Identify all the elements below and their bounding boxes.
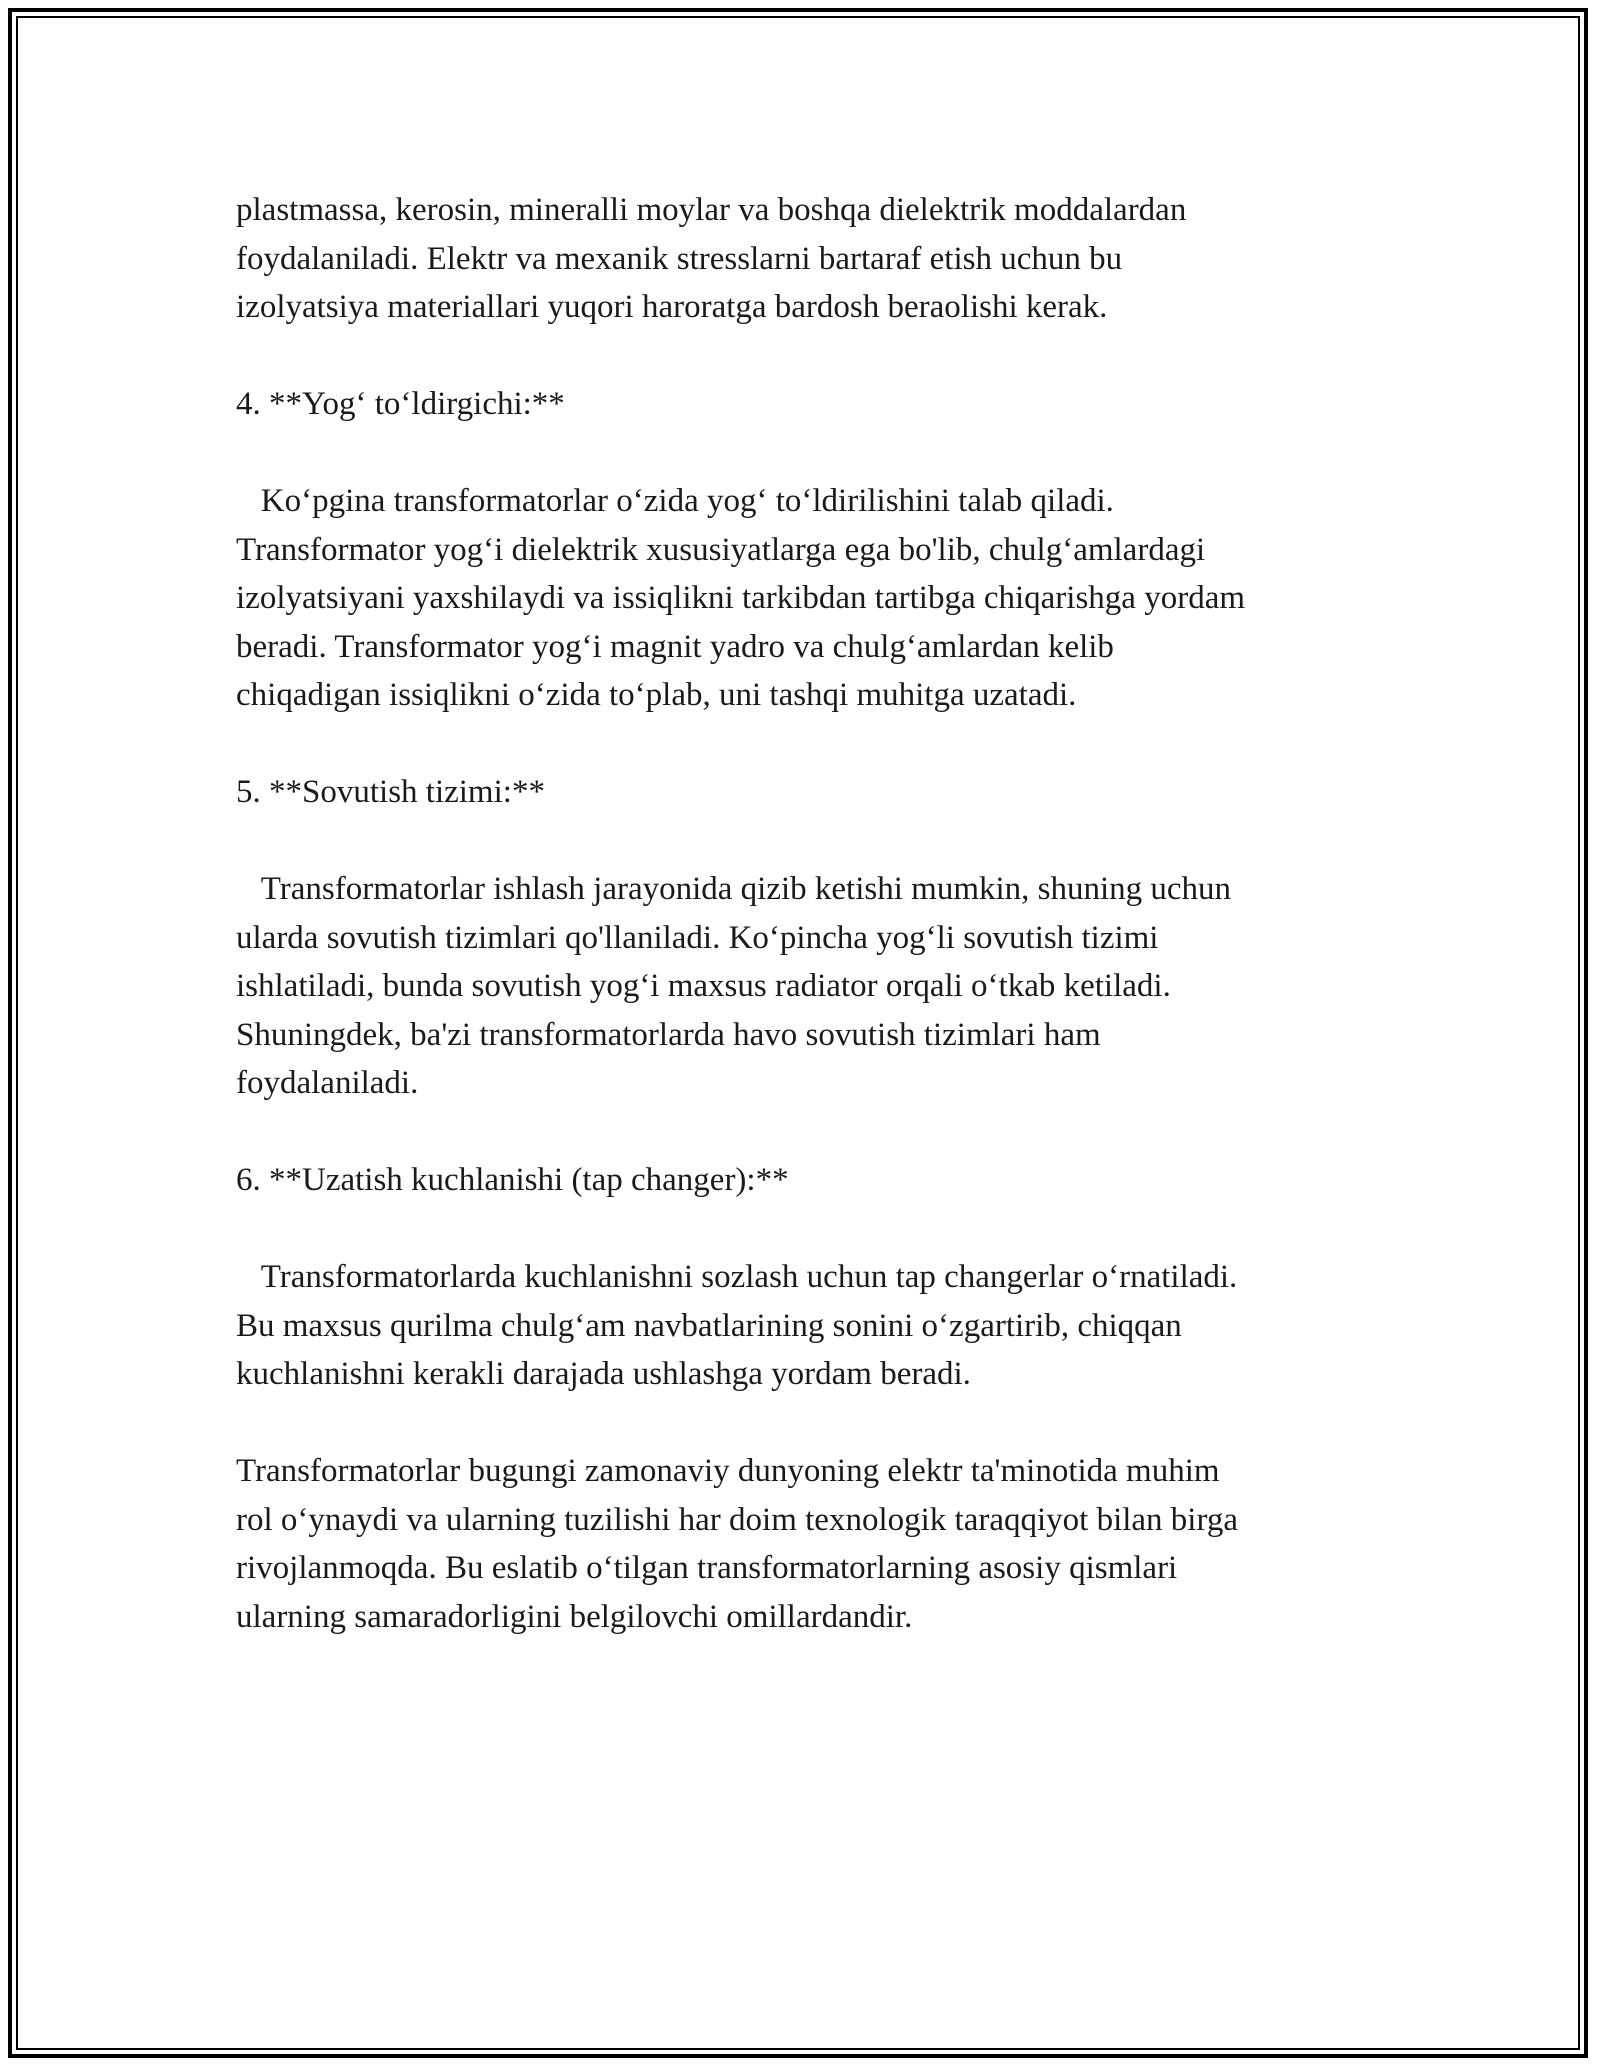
heading-tap-changer: 6. **Uzatish kuchlanishi (tap changer):** (236, 1162, 789, 1198)
document-body (236, 186, 1396, 1641)
heading-cooling-system: 5. **Sovutish tizimi:** (236, 774, 545, 810)
paragraph-tap-changer: Transformatorlarda kuchlanishni sozlash uchun tap changerlar o‘rnatiladi. Bu maxsus qurilma chulg‘am navbatlarining sonini o‘zgartirib, chiqqan kuchlanishni kerakli darajada ushlashga yordam beradi. (236, 1259, 1238, 1392)
paragraph-conclusion: Transformatorlar bugungi zamonaviy dunyoning elektr ta'minotida muhim rol o‘ynaydi va ularning tuzilishi har doim texnologik taraqqiyot bilan birga rivojlanmoqda. Bu eslatib o‘tilgan transformatorlarning asosiy qismlari ularning samaradorligini belgilovchi omillardandir. (236, 1453, 1239, 1635)
paragraph-insulation-continued: plastmassa, kerosin, mineralli moylar va boshqa dielektrik moddalardan foydalaniladi. Elektr va mexanik stresslarni bartaraf etish uchun bu izolyatsiya materiallari yuqori haroratga bardosh beraolishi kerak. (236, 192, 1187, 325)
paragraph-cooling-system: Transformatorlar ishlash jarayonida qizib ketishi mumkin, shuning uchun ularda sovutish tizimlari qo'llaniladi. Ko‘pincha yog‘li sovutish tizimi ishlatiladi, bunda sovutish yog‘i maxsus radiator orqali o‘tkab ketiladi. Shuningdek, ba'zi transformatorlarda havo sovutish tizimlari ham foydalaniladi. (236, 871, 1232, 1101)
paragraph-oil-filler: Ko‘pgina transformatorlar o‘zida yog‘ to‘ldirilishini talab qiladi. Transformator yog‘i dielektrik xususiyatlarga ega bo'lib, chulg‘amlardagi izolyatsiyani yaxshilaydi va issiqlikni tarkibdan tartibga chiqarishga yordam beradi. Transformator yog‘i magnit yadro va chulg‘amlardan kelib chiqadigan issiqlikni o‘zida to‘plab, uni tashqi muhitga uzatadi. (236, 483, 1246, 713)
heading-oil-filler: 4. **Yog‘ to‘ldirgichi:** (236, 386, 565, 422)
